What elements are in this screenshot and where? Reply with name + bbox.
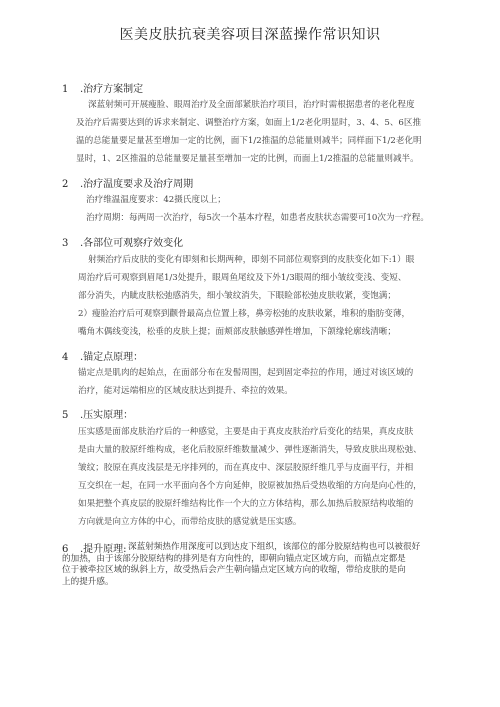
section-number: 3 — [62, 238, 69, 249]
section-heading — [62, 175, 193, 190]
section-heading — [62, 80, 143, 95]
section-number: 1 — [62, 84, 69, 95]
section-heading — [62, 348, 143, 363]
section-number: 6 — [62, 544, 69, 555]
paragraph-line: 的加热，由于该部分胶原结构的排列是有方向性的，即朝向锚点定区域方向，而锚点定都是 — [62, 553, 406, 564]
paragraph-line: 2）瘦脸治疗后可观察到颧骨最高点位置上移，鼻旁松弛的皮肤收紧，堆积的脂肪变薄， — [78, 309, 411, 319]
paragraph-line: 方向就是向立方体的中心，而带给皮肤的感觉就是压实感。 — [78, 517, 302, 527]
paragraph-line: 压实感是面部皮肤治疗后的一种感觉，主要是由于真皮皮肤治疗后变化的结果，真皮皮肤 — [78, 427, 414, 437]
paragraph-line: 部分消失，内眦皮肤松弛感消失，细小皱纹消失，下眼睑部松弛皮肤收紧，变饱满； — [78, 291, 396, 301]
paragraph-line: 及治疗后需要达到的诉求来制定、调整治疗方案，如面上1/2老化明显时，3、4、5、6区推 — [76, 118, 422, 128]
section-paragraph-continued — [62, 554, 406, 589]
section-paragraph — [78, 423, 422, 531]
section-number: 2 — [62, 179, 69, 190]
paragraph-line: 嘴角木偶线变浅，松垂的皮肤上提；面颊部皮肤触感弹性增加，下颌缘轮廓线清晰； — [78, 327, 396, 337]
section-heading — [62, 234, 183, 249]
section-heading — [62, 406, 133, 421]
paragraph-line: 治疗维温温度要求：42摄氏度以上； — [86, 195, 226, 205]
paragraph-line: 位于被牵拉区域的纵斜上方，故受热后会产生朝向锚点定区域方向的收缩，带给皮肤的是向 — [62, 565, 406, 575]
page-title: 医美皮肤抗衰美容项目深蓝操作常识知识 — [119, 27, 381, 43]
section-number: 5 — [62, 410, 69, 421]
section-paragraph — [76, 96, 422, 168]
section-heading-text: .压实原理： — [80, 410, 134, 421]
paragraph-line: 周治疗后可观察到眉尾1/3处提升，眼周鱼尾纹及下外1/3眼周的细小皱纹变浅、变短、 — [78, 273, 407, 283]
section-number: 4 — [62, 352, 69, 363]
paragraph-line: 互交织在一起，在同一水平面向各个方向延伸，胶原被加热后受热收缩的方向是向心性的， — [78, 481, 422, 491]
paragraph-line: 温的总能量要足量甚至增加一定的比例，面下1/2推温的总能量则减半；同样面下1/2老化明 — [76, 136, 422, 146]
paragraph-line: 治疗，能对远端相应的区域皮肤达到提升、牵拉的效果。 — [78, 386, 293, 396]
section-heading-text: .治疗方案制定 — [80, 84, 144, 95]
section-paragraph — [128, 542, 420, 554]
section-heading-text: .提升原理: — [80, 544, 127, 555]
section-heading-text: .各部位可观察疗效变化 — [80, 238, 184, 249]
paragraph-line: 皱纹；胶原在真皮浅层是无序排列的，而在真皮中、深层胶原纤维几乎与皮面平行，并相 — [78, 463, 414, 473]
paragraph-line: 锚定点是肌肉的起始点，在面部分布在发髻周围，起到固定牵拉的作用，通过对该区域的 — [78, 368, 414, 378]
section-paragraph — [78, 364, 413, 400]
paragraph-line: 显时，1、2区推温的总能量要足量甚至增加一定的比例，而面上1/2推温的总能量则减半。 — [76, 154, 419, 164]
section-heading-text: .治疗温度要求及治疗周期 — [80, 179, 194, 190]
section-paragraph — [78, 251, 414, 341]
paragraph-line: 深蓝射频可开展瘦脸、眼周治疗及全面部紧肤治疗项目，治疗时需根据患者的老化程度 — [88, 100, 415, 110]
paragraph-line: 是由大量的胶原纤维构成，老化后胶原纤维数量减少、弹性逐渐消失，导致皮肤出现松弛、 — [78, 445, 422, 455]
section-heading-text: .锚定点原理： — [80, 352, 144, 363]
paragraph-line: 治疗周期：每两周一次治疗，每5次一个基本疗程，如患者皮肤状态需要可10次为一疗程。 — [86, 213, 429, 223]
paragraph-line: 深蓝射频热作用深度可以到达皮下组织，该部位的部分胶原结构也可以被很好 — [128, 542, 421, 552]
section-paragraph — [86, 191, 429, 227]
paragraph-line: 上的提升感。 — [62, 576, 114, 587]
paragraph-line: 如果把整个真皮层的胶原纤维结构比作一个大的立方体结构，那么加热后胶原结构收缩的 — [78, 499, 414, 509]
paragraph-line: 射频治疗后皮肤的变化有即刻和长期两种，即刻不同部位观察到的皮肤变化如下:1）眼 — [88, 255, 415, 265]
